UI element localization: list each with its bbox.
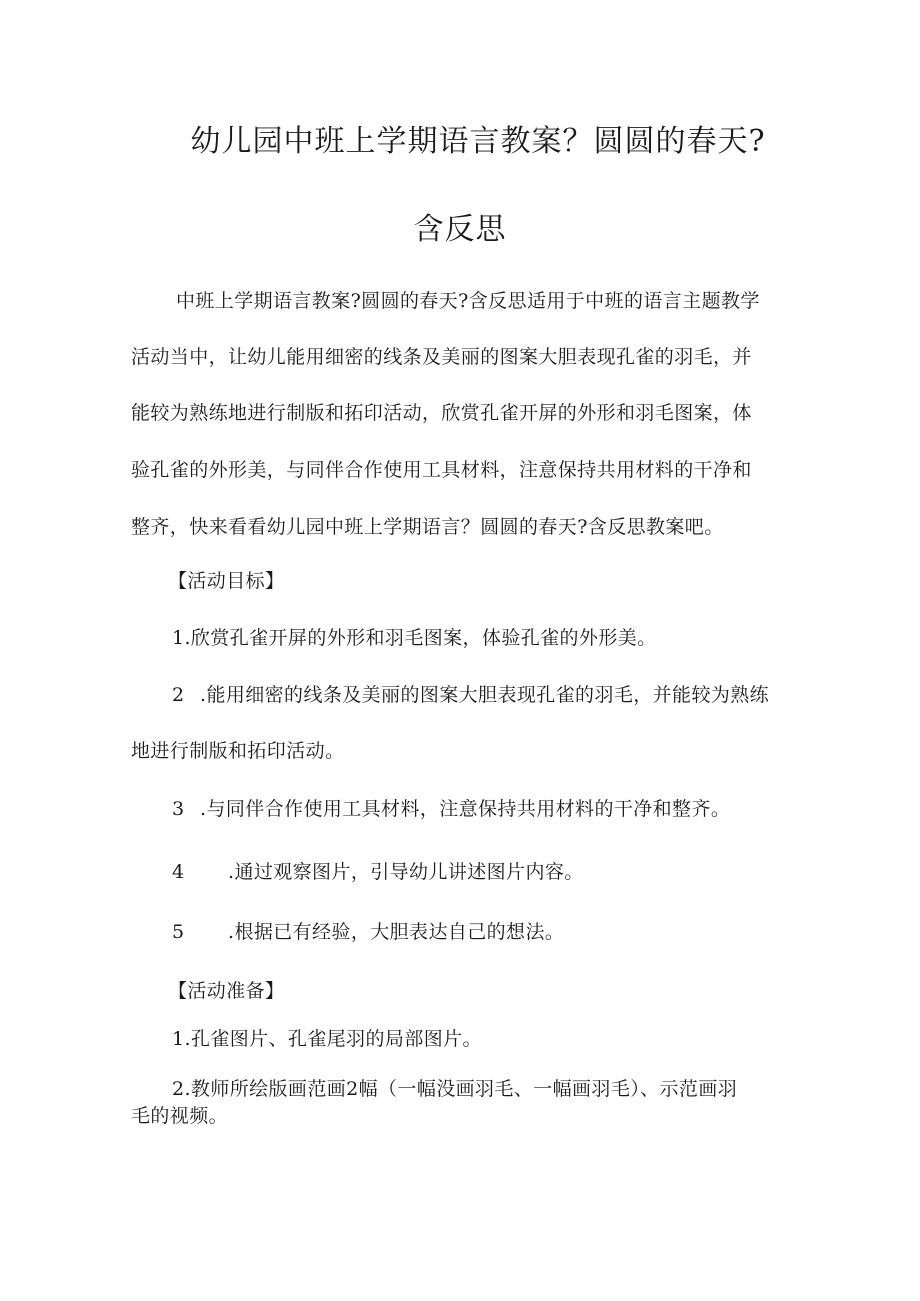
goals-heading: 【活动目标】 — [168, 570, 285, 592]
goal-item-5-number: 5 — [172, 921, 185, 943]
goal-item-2-text: .能用细密的线条及美丽的图案大胆表现孔雀的羽毛，并能较为熟练 — [200, 684, 770, 706]
document-title-line-2: 含反思 — [413, 212, 507, 247]
prep-heading: 【活动准备】 — [168, 980, 285, 1002]
goal-item-5-text: .根据已有经验，大胆表达自己的想法。 — [228, 921, 565, 943]
goal-item-2-continued: 地进行制版和拓印活动。 — [131, 740, 345, 762]
goal-item-5 — [172, 917, 564, 944]
intro-line-5: 整齐，快来看看幼儿园中班上学期语言？圆圆的春天?含反思教案吧。 — [131, 516, 724, 538]
goal-item-3-number: 3 — [172, 798, 185, 820]
goal-item-1: 1.欣赏孔雀开屏的外形和羽毛图案，体验孔雀的外形美。 — [172, 627, 657, 649]
prep-item-2-continued: 毛的视频。 — [131, 1105, 229, 1127]
goal-item-3 — [172, 794, 730, 821]
document-title-line-1: 幼儿园中班上学期语言教案？圆圆的春天? — [190, 124, 766, 159]
prep-item-1: 1.孔雀图片、孔雀尾羽的局部图片。 — [172, 1028, 482, 1050]
goal-item-4-number: 4 — [172, 861, 185, 883]
goal-item-2 — [172, 680, 769, 707]
goal-item-4-text: .通过观察图片，引导幼儿讲述图片内容。 — [228, 861, 584, 883]
goal-item-3-text: .与同伴合作使用工具材料，注意保持共用材料的干净和整齐。 — [200, 798, 731, 820]
intro-line-2: 活动当中，让幼儿能用细密的线条及美丽的图案大胆表现孔雀的羽毛，并 — [131, 346, 752, 368]
intro-line-4: 验孔雀的外形美，与同伴合作使用工具材料，注意保持共用材料的干净和 — [131, 459, 752, 481]
goal-item-4 — [172, 857, 584, 884]
intro-line-3: 能较为熟练地进行制版和拓印活动，欣赏孔雀开屏的外形和羽毛图案，体 — [131, 402, 752, 424]
intro-line-1: 中班上学期语言教案?圆圆的春天?含反思适用于中班的语言主题教学 — [176, 290, 760, 312]
goal-item-2-number: 2 — [172, 684, 185, 706]
prep-item-2: 2.教师所绘版画范画2幅（一幅没画羽毛、一幅画羽毛）、示范画羽 — [172, 1078, 738, 1100]
